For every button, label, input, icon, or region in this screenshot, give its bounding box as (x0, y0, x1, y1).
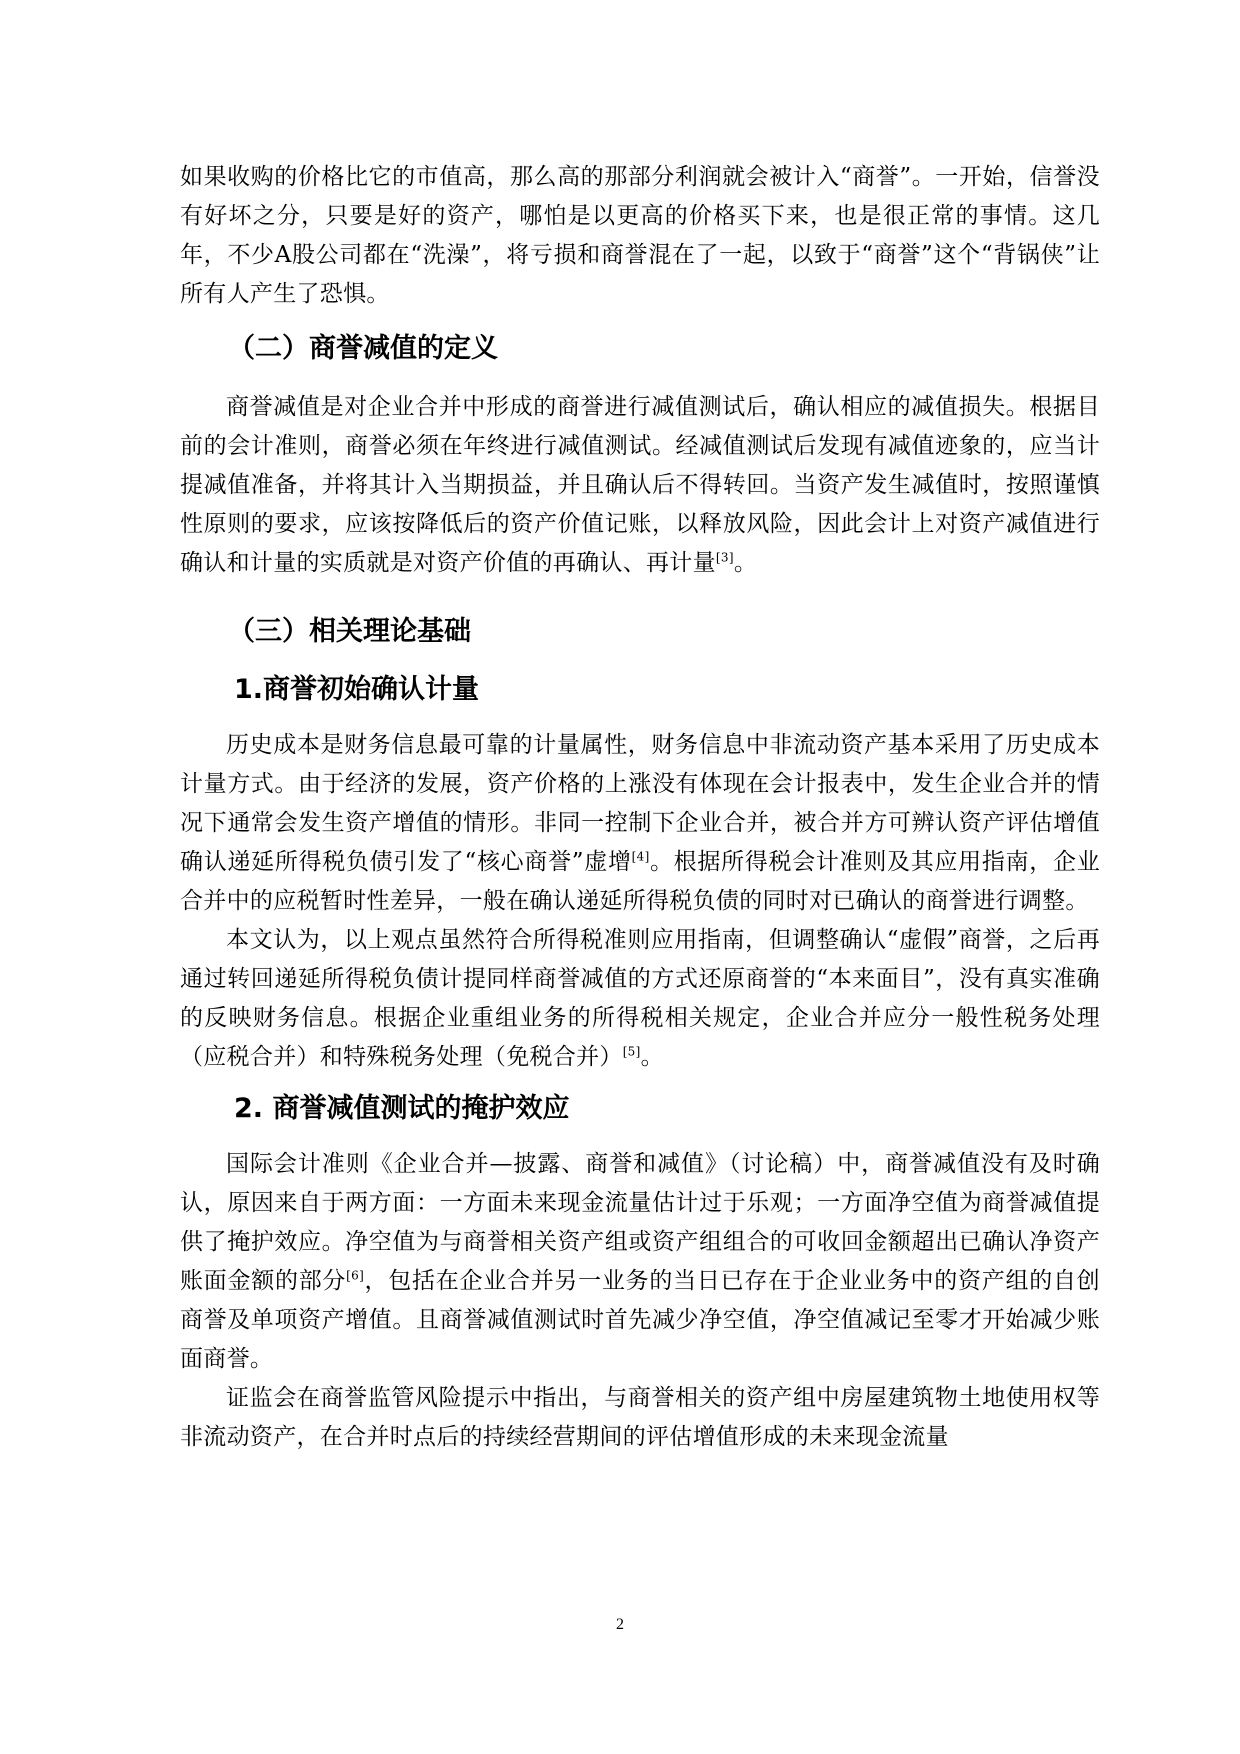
intro-paragraph: 如果收购的价格比它的市值高，那么高的那部分利润就会被计入“商誉”。一开始，信誉没有好坏之分，只要是好的资产，哪怕是以更高的价格买下来，也是很正常的事情。这几年，不少A股公司都在“洗澡”，将亏损和商誉混在了一起，以致于“商誉”这个“背锅侠”让所有人产生了恐惧。 (180, 164, 1100, 307)
initial-measurement-text-2: 。根据所得税会计准则及其应用指南，企业合并中的应税暂时性差异，一般在确认递延所得税负债的同时对已确认的商誉进行调整。 (180, 849, 1100, 914)
section-2-heading: （二）商誉减值的定义 (228, 333, 498, 364)
definition-paragraph (180, 388, 1100, 583)
initial-measurement-paragraph (180, 726, 1100, 921)
citation-5: [5] (622, 1044, 641, 1059)
shielding-effect-paragraph (180, 1145, 1100, 1379)
shielding-effect-text-2: ，包括在企业合并另一业务的当日已存在于企业业务中的资产组的自创商誉及单项资产增值。且商誉减值测试时首先减少净空值，净空值减记至零才开始减少账面商誉。 (180, 1268, 1100, 1372)
citation-3: [3] (715, 550, 734, 565)
citation-4: [4] (631, 849, 650, 864)
subsection-1-heading: 1.商誉初始确认计量 (234, 674, 480, 705)
initial-measurement-text-1: 历史成本是财务信息最可靠的计量属性，财务信息中非流动资产基本采用了历史成本计量方式。由于经济的发展，资产价格的上涨没有体现在会计报表中，发生企业合并的情况下通常会发生资产增值的情形。非同一控制下企业合并，被合并方可辨认资产评估增值确认递延所得税负债引发了“核心商誉”虚增 (180, 732, 1100, 875)
sentence-end: 。 (640, 1044, 664, 1070)
document-body (180, 158, 1100, 1457)
shielding-effect-text-1: 国际会计准则《企业合并—披露、商誉和减值》（讨论稿）中，商誉减值没有及时确认，原因来自于两方面：一方面未来现金流量估计过于乐观；一方面净空值为商誉减值提供了掩护效应。净空值为与商誉相关资产组或资产组组合的可收回金额超出已确认净资产账面金额的部分 (180, 1151, 1100, 1294)
csrc-paragraph: 证监会在商誉监管风险提示中指出，与商誉相关的资产组中房屋建筑物土地使用权等非流动资产，在合并时点后的持续经营期间的评估增值形成的未来现金流量 (180, 1385, 1100, 1450)
definition-text: 商誉减值是对企业合并中形成的商誉进行减值测试后，确认相应的减值损失。根据目前的会计准则，商誉必须在年终进行减值测试。经减值测试后发现有减值迹象的，应当计提减值准备，并将其计入当期损益，并且确认后不得转回。当资产发生减值时，按照谨慎性原则的要求，应该按降低后的资产价值记账，以释放风险，因此会计上对资产减值进行确认和计量的实质就是对资产价值的再确认、再计量 (180, 394, 1100, 576)
citation-6: [6] (346, 1268, 365, 1283)
section-3-heading: （三）相关理论基础 (228, 616, 471, 647)
author-view-text: 本文认为，以上观点虽然符合所得税准则应用指南，但调整确认“虚假”商誉，之后再通过转回递延所得税负债计提同样商誉减值的方式还原商誉的“本来面目”，没有真实准确的反映财务信息。根据企业重组业务的所得税相关规定，企业合并应分一般性税务处理（应税合并）和特殊税务处理（免税合并） (180, 927, 1100, 1070)
page-number: 2 (616, 1616, 624, 1633)
subsection-2-heading: 2. 商誉减值测试的掩护效应 (234, 1093, 570, 1124)
sentence-end: 。 (733, 550, 758, 576)
author-view-paragraph (180, 921, 1100, 1077)
